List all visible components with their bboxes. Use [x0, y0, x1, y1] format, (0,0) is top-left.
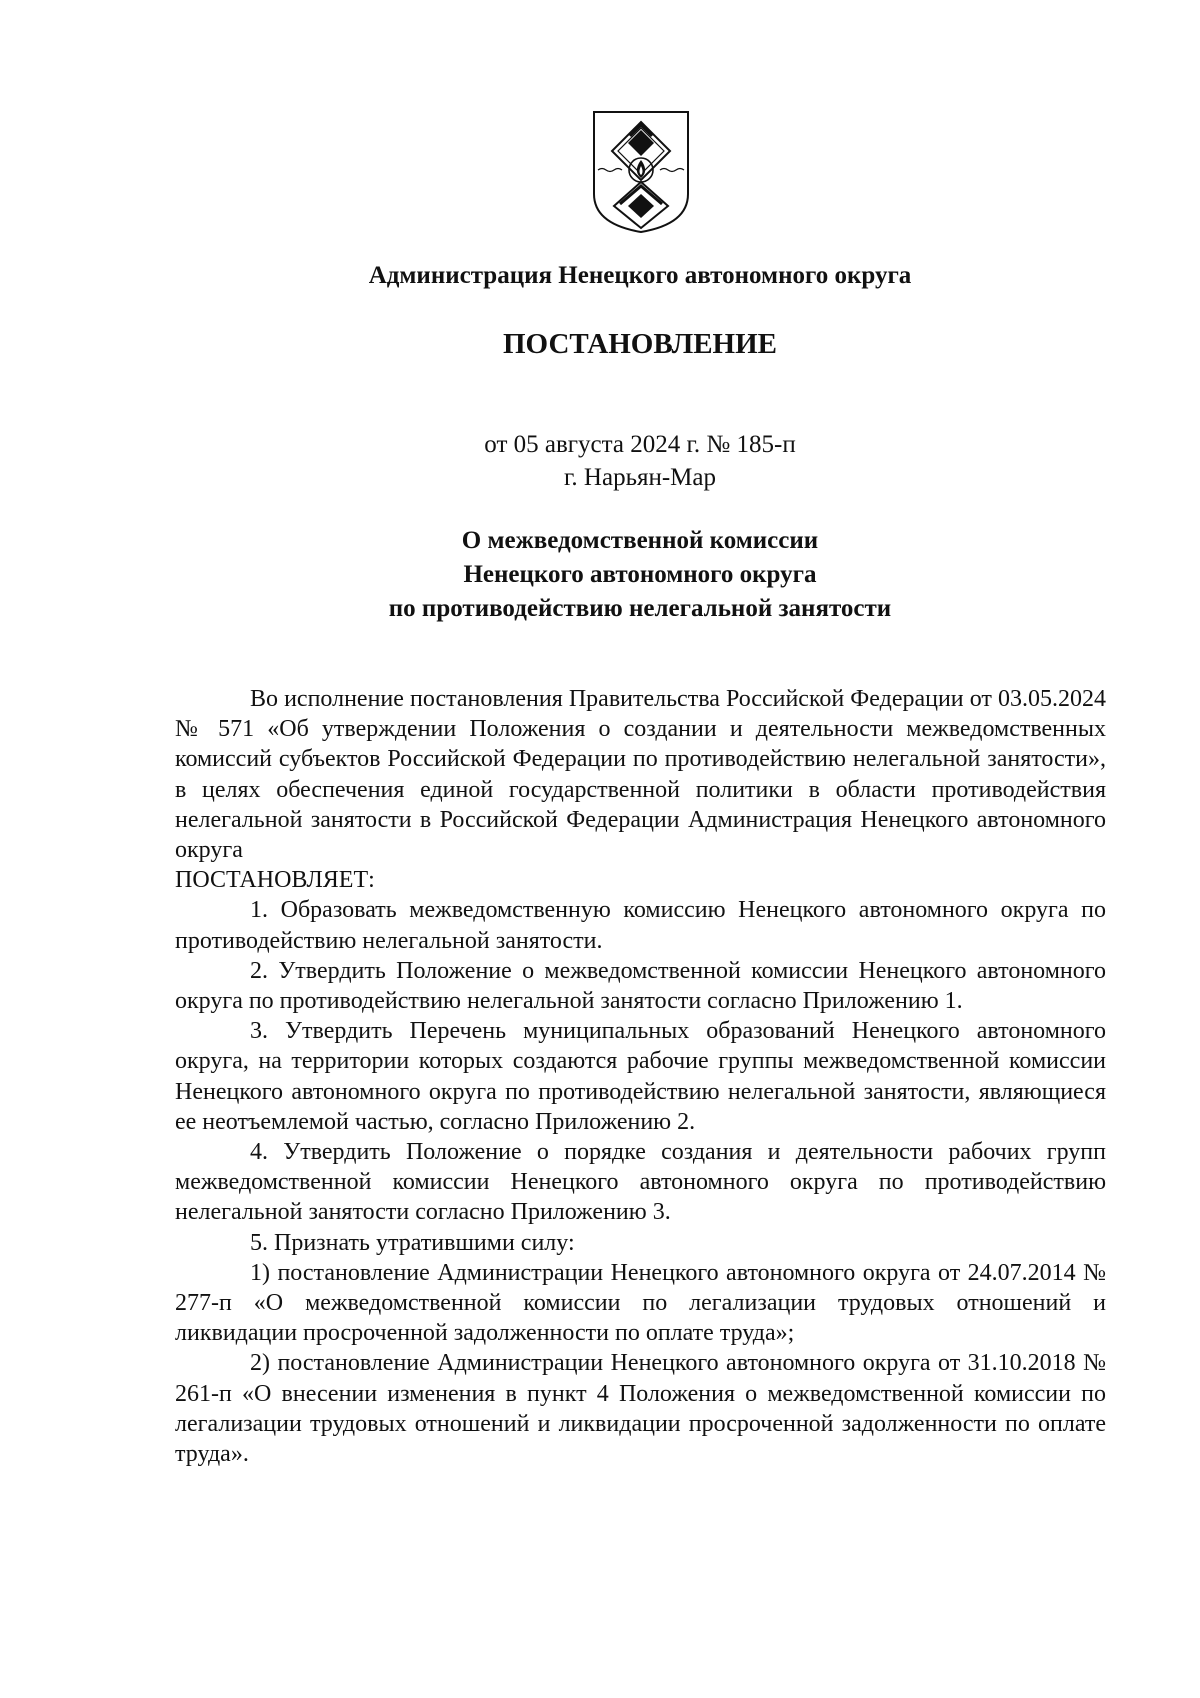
date-number: от 05 августа 2024 г. № 185-п: [484, 431, 796, 458]
date-and-place: [0, 428, 1200, 494]
title-line-1: О межведомственной комиссии: [461, 527, 819, 554]
item-paragraph: 2) постановление Администрации Ненецкого автономного округа от 31.10.2018 № 261-п «О внесении изменения в пункт 4 Положения о межведомственной комиссии по легализации трудовых отношений и ликвидации просроченной задолженности по оплате труда».: [175, 1350, 1106, 1468]
document-body: [175, 684, 1106, 1469]
item-paragraph: 2. Утвердить Положение о межведомственной комиссии Ненецкого автономного округа по противодействию нелегальной занятости согласно Приложению 1.: [175, 957, 1106, 1015]
organization-name: Администрация Ненецкого автономного округа: [368, 262, 912, 289]
item-paragraph: 4. Утвердить Положение о порядке создания и деятельности рабочих групп межведомственной комиссии Ненецкого автономного округа по противодействию нелегальной занятости согласно Приложению 3.: [175, 1139, 1106, 1226]
title-line-3: по противодействию нелегальной занятости: [388, 595, 892, 622]
item-paragraph: 1. Образовать межведомственную комиссию Ненецкого автономного округа по противодействию нелегальной занятости.: [175, 897, 1106, 954]
coat-of-arms-emblem: [590, 108, 692, 236]
decree-word: ПОСТАНОВЛЯЕТ:: [175, 867, 375, 894]
city: г. Нарьян-Мар: [563, 464, 716, 491]
item-paragraph: 5. Признать утратившими силу:: [250, 1229, 575, 1256]
preamble-paragraph: Во исполнение постановления Правительства Российской Федерации от 03.05.2024 № 571 «Об утверждении Положения о создании и деятельности межведомственных комиссий субъектов Российской Федерации по противодействию нелегальной занятости», в целях обеспечения единой государственной политики в области противодействия нелегальной занятости в Российской Федерации Администрация Ненецкого автономного округа: [175, 686, 1106, 864]
title-line-2: Ненецкого автономного округа: [463, 561, 817, 588]
item-paragraph: 1) постановление Администрации Ненецкого автономного округа от 24.07.2014 № 277-п «О межведомственной комиссии по легализации трудовых отношений и ликвидации просроченной задолженности по оплате труда»;: [175, 1259, 1106, 1347]
document-title: [0, 524, 1200, 626]
document-type: ПОСТАНОВЛЕНИЕ: [502, 328, 777, 360]
item-paragraph: 3. Утвердить Перечень муниципальных образований Ненецкого автономного округа, на территории которых создаются рабочие группы межведомственной комиссии Ненецкого автономного округа по противодействию нелегальной занятости, являющиеся ее неотъемлемой частью, согласно Приложению 2.: [175, 1018, 1106, 1135]
